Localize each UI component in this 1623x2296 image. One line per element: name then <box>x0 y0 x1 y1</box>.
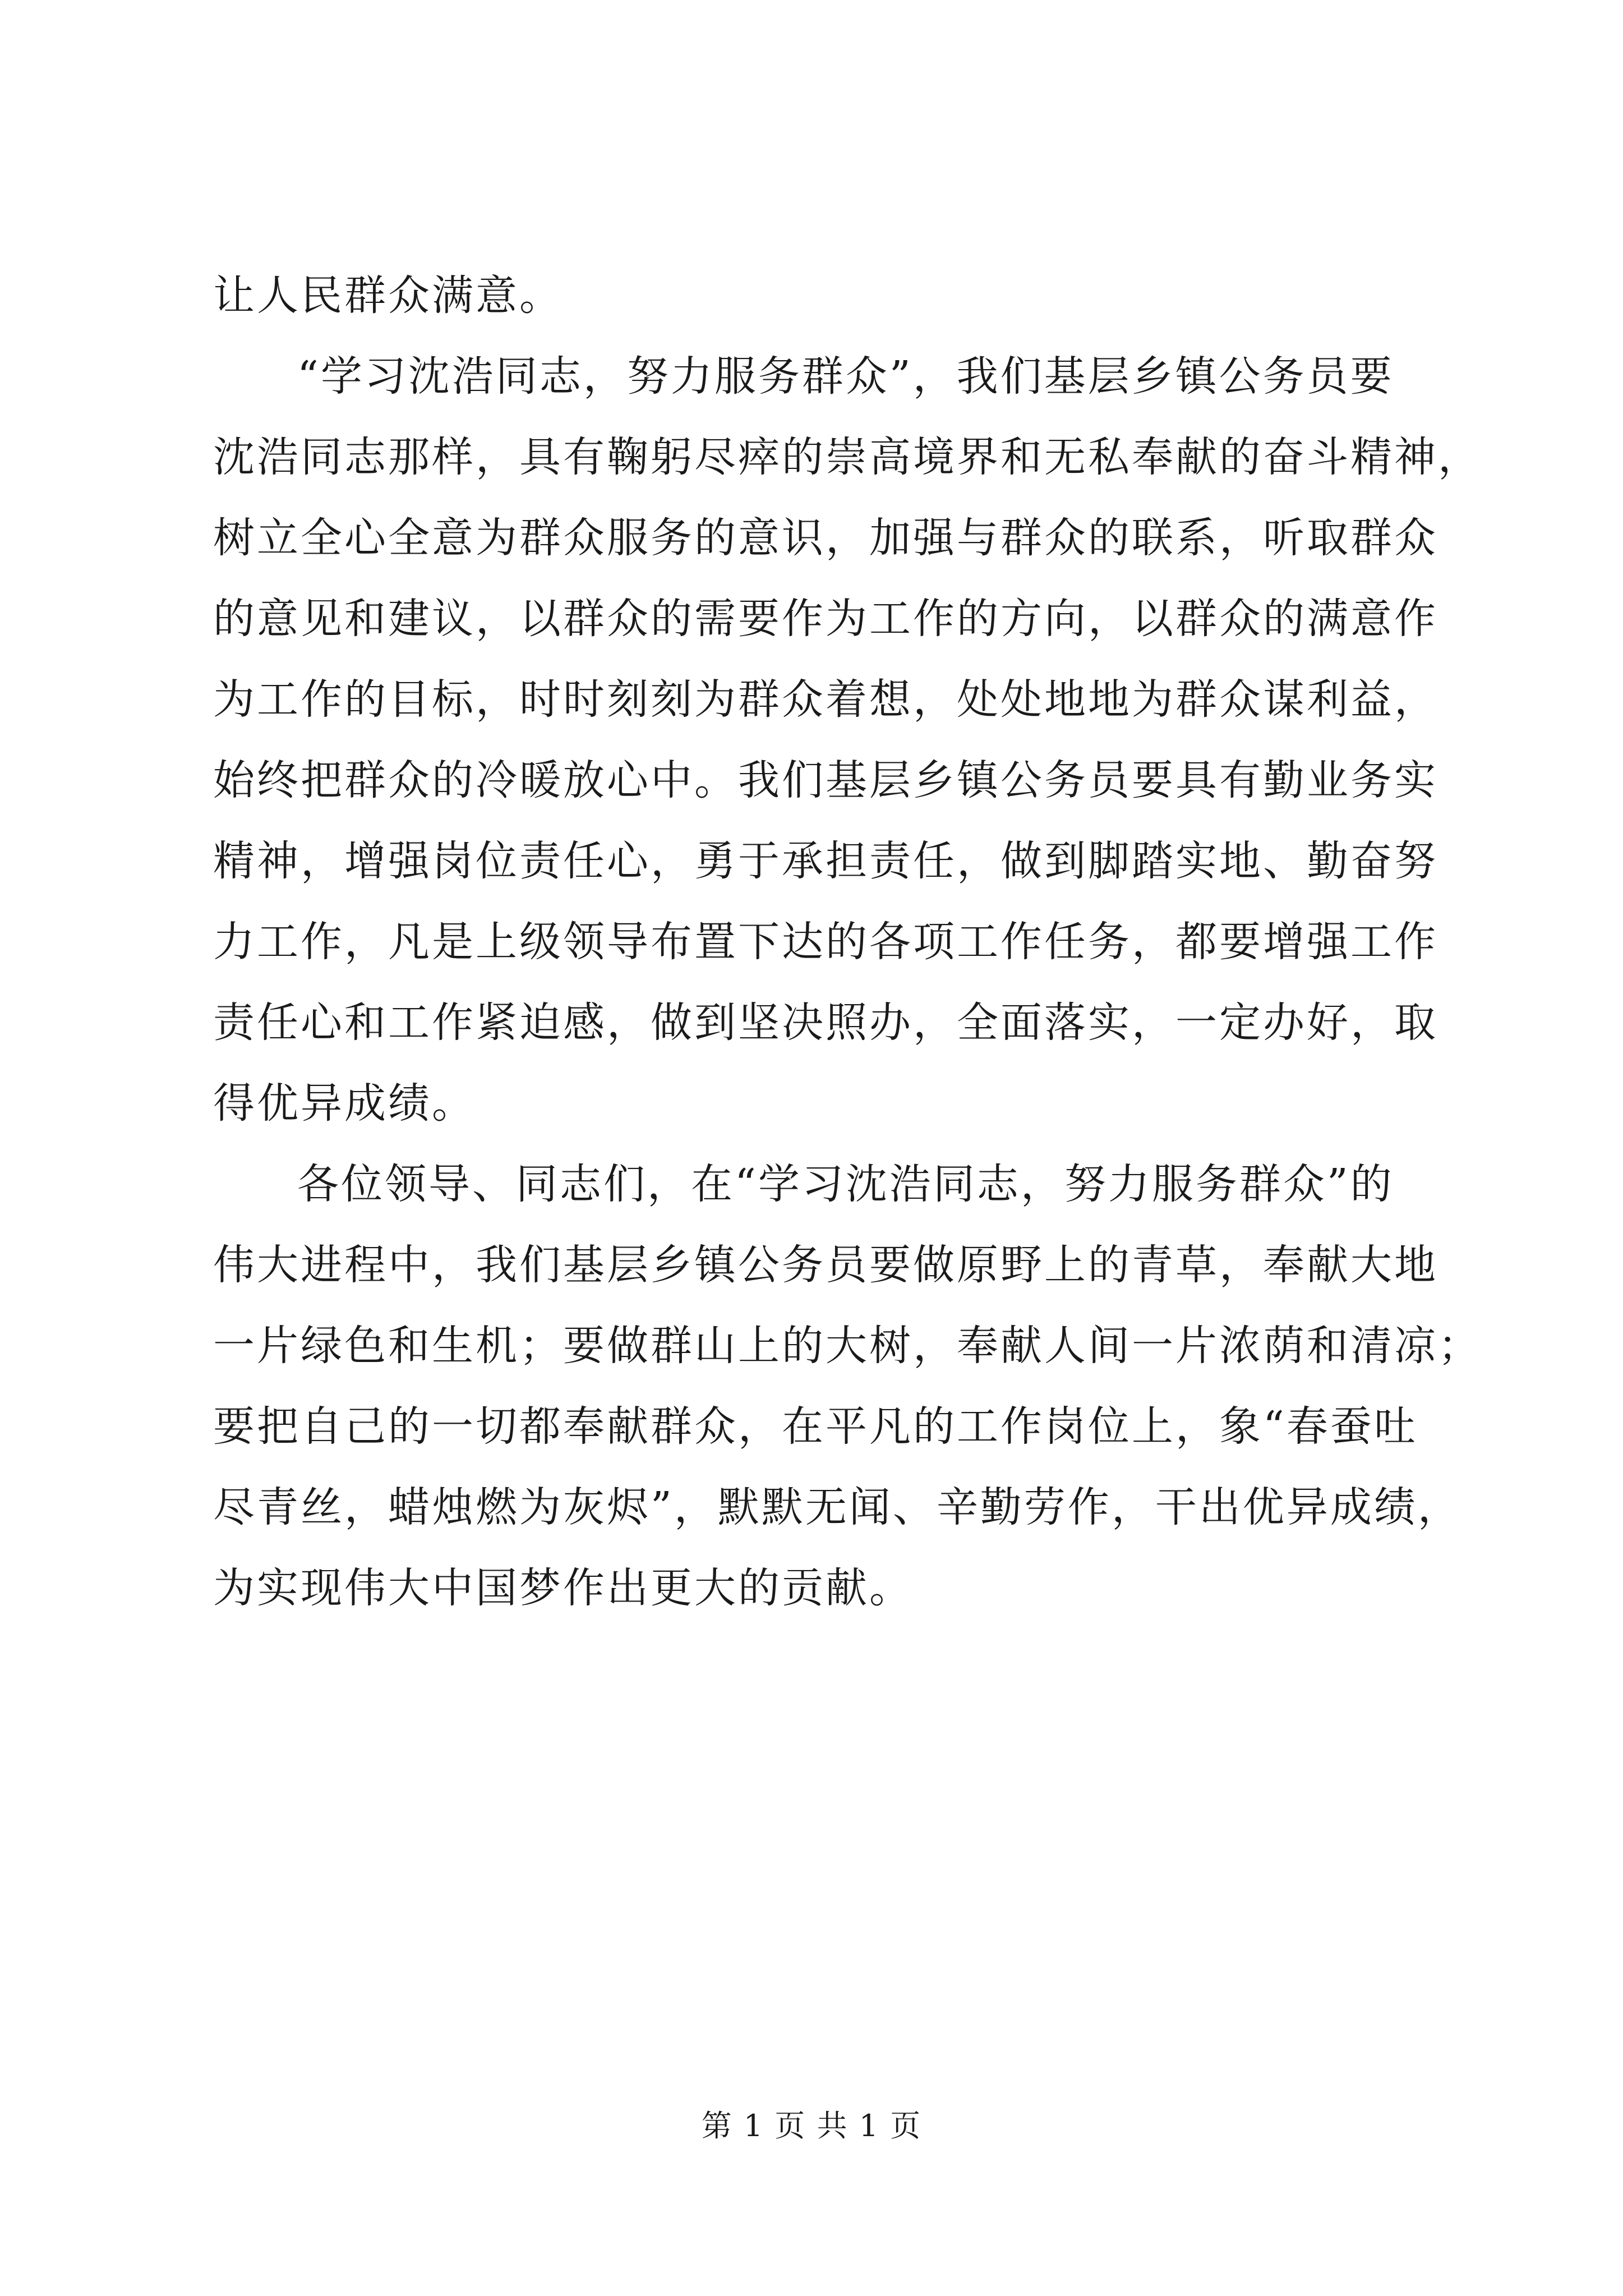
paragraph-2-line: 责任心和工作紧迫感，做到坚决照办，全面落实，一定办好，取 <box>213 999 1438 1047</box>
paragraph-2-line: 树立全心全意为群众服务的意识，加强与群众的联系，听取群众 <box>213 514 1438 562</box>
paragraph-3-line: 一片绿色和生机；要做群山上的大树，奉献人间一片浓荫和清凉； <box>213 1322 1482 1370</box>
paragraph-2-line: 沈浩同志那样，具有鞠躬尽瘁的崇高境界和无私奉献的奋斗精神， <box>213 433 1482 481</box>
paragraph-2-first-line: “学习沈浩同志，努力服务群众”，我们基层乡镇公务员要 <box>297 352 1394 401</box>
paragraph-3-first-line: 各位领导、同志们，在“学习沈浩同志，努力服务群众”的 <box>297 1160 1394 1208</box>
paragraph-2-line: 精神，增强岗位责任心，勇于承担责任，做到脚踏实地、勤奋努 <box>213 837 1438 885</box>
page-number-label: 第 1 页 共 1 页 <box>701 2108 922 2143</box>
paragraph-2-line: 得优异成绩。 <box>213 1079 476 1128</box>
paragraph-1-line: 让人民群众满意。 <box>213 272 563 320</box>
paragraph-3-line: 为实现伟大中国梦作出更大的贡献。 <box>213 1564 913 1612</box>
paragraph-2-line: 始终把群众的冷暖放心中。我们基层乡镇公务员要具有勤业务实 <box>213 756 1438 804</box>
paragraph-2-line: 力工作，凡是上级领导布置下达的各项工作任务，都要增强工作 <box>213 918 1438 966</box>
paragraph-3-line: 伟大进程中，我们基层乡镇公务员要做原野上的青草，奉献大地 <box>213 1241 1438 1289</box>
paragraph-3-line: 尽青丝，蜡烛燃为灰烬”，默默无闻、辛勤劳作，干出优异成绩， <box>213 1483 1461 1531</box>
page-footer <box>0 2106 1623 2146</box>
document-body <box>213 255 1482 1628</box>
paragraph-2-line: 为工作的目标，时时刻刻为群众着想，处处地地为群众谋利益， <box>213 675 1438 724</box>
paragraph-2-line: 的意见和建议，以群众的需要作为工作的方向，以群众的满意作 <box>213 595 1438 643</box>
paragraph-3-line: 要把自己的一切都奉献群众，在平凡的工作岗位上，象“春蚕吐 <box>213 1402 1418 1451</box>
